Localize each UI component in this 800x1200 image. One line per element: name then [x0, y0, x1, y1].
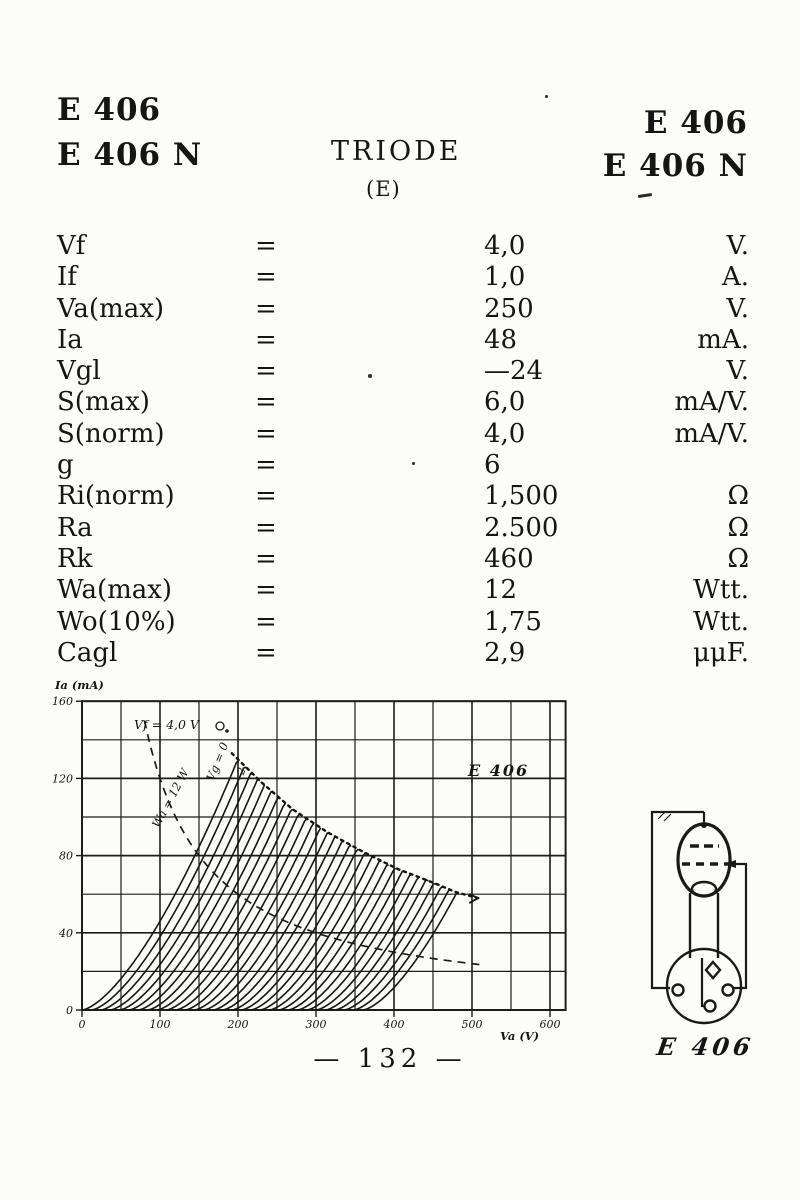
ia-va-characteristics-chart — [50, 676, 590, 1058]
scan-speckle — [412, 462, 415, 465]
filament-symbol-dot — [225, 729, 229, 733]
spec-row — [57, 419, 749, 450]
spec-value: 1,0 — [484, 262, 526, 293]
spec-value: 48 — [484, 324, 518, 355]
x-tick-label: 300 — [305, 1018, 327, 1031]
spec-value: —24 — [484, 356, 544, 387]
x-tick-label: 100 — [149, 1018, 171, 1031]
spec-unit: V. — [726, 231, 749, 261]
spec-name: Ia — [57, 324, 83, 355]
equals-sign: = — [255, 418, 277, 449]
spec-row — [57, 325, 749, 356]
spec-value: 1,500 — [484, 481, 559, 512]
spec-unit: Wtt. — [693, 606, 749, 637]
spec-row — [57, 638, 749, 669]
spec-value: 2.500 — [484, 512, 559, 543]
dissipation-label: Wa = 12 W — [149, 766, 192, 830]
spec-unit: A. — [721, 262, 749, 293]
equals-sign: = — [255, 387, 277, 418]
vg-curve-family — [82, 760, 459, 1010]
spec-unit: V. — [726, 356, 749, 387]
spec-name: Cagl — [57, 637, 118, 668]
pinout-diagram — [618, 790, 793, 1061]
spec-row — [57, 387, 749, 418]
spec-name: Ri(norm) — [57, 481, 175, 512]
spec-name: g — [57, 450, 74, 481]
equals-sign: = — [255, 606, 277, 637]
x-tick-label: 400 — [383, 1018, 405, 1031]
tube-envelope — [678, 824, 730, 896]
chart-canvas — [50, 676, 590, 1058]
spec-unit: mA. — [697, 324, 749, 355]
spec-name: Wa(max) — [57, 575, 173, 606]
spec-row — [57, 481, 749, 512]
y-axis-title: Ia (mA) — [55, 678, 104, 692]
spec-row — [57, 513, 749, 544]
scan-speckle — [545, 95, 548, 98]
equals-sign: = — [255, 512, 277, 543]
spec-value: 460 — [484, 543, 534, 574]
y-tick-label: 80 — [59, 849, 73, 863]
spec-unit: mA/V. — [674, 387, 749, 418]
spec-unit: mA/V. — [674, 418, 749, 449]
equals-sign: = — [255, 231, 277, 261]
x-axis-title: Va (V) — [500, 1029, 540, 1043]
page-title: TRIODE — [331, 136, 462, 167]
spec-table — [57, 231, 749, 669]
filament-symbol — [216, 722, 224, 730]
spec-value: 2,9 — [484, 637, 526, 668]
spec-name: Rk — [57, 543, 93, 574]
page-number: — 132 — — [313, 1044, 467, 1074]
scan-speckle — [368, 374, 372, 378]
spec-value: 4,0 — [484, 418, 526, 449]
spec-value: 6,0 — [484, 387, 526, 418]
equals-sign: = — [255, 262, 277, 293]
y-tick-label: 0 — [66, 1004, 73, 1017]
spec-unit: μμF. — [692, 637, 749, 668]
cathode-wire — [702, 958, 704, 1006]
spec-row — [57, 575, 749, 606]
spec-name: If — [57, 262, 77, 293]
spec-name: Wo(10%) — [57, 606, 176, 637]
equals-sign: = — [255, 293, 277, 324]
equals-sign: = — [255, 637, 277, 668]
x-tick-label: 500 — [461, 1018, 483, 1031]
spec-unit: V. — [726, 293, 749, 324]
vg-minus2-curve-label: -2 — [233, 765, 249, 780]
filament-voltage-label: Vf = 4,0 V — [134, 717, 199, 732]
spec-name: Va(max) — [57, 293, 164, 324]
spec-unit: Ω — [727, 512, 749, 543]
y-tick-label: 40 — [59, 926, 73, 940]
x-tick-label: 0 — [78, 1018, 86, 1031]
vg-zero-curve-label: Vg = 0 — [203, 740, 232, 783]
spec-row — [57, 607, 749, 638]
pin-diamond — [706, 962, 720, 978]
cathode-symbol — [692, 882, 716, 896]
y-tick-label: 160 — [52, 695, 73, 709]
spec-unit: Ω — [727, 481, 749, 512]
envelope-arrow — [469, 894, 478, 903]
tube-socket-drawing — [618, 790, 793, 1028]
pinout-label: E 406 — [655, 1032, 756, 1061]
spec-unit: Wtt. — [693, 575, 749, 606]
header-right — [603, 102, 748, 188]
y-tick-label: 120 — [52, 772, 73, 786]
spec-row — [57, 356, 749, 387]
left-wire — [652, 812, 704, 988]
pin-left — [673, 985, 684, 996]
spec-name: Ra — [57, 512, 93, 543]
equals-sign: = — [255, 481, 277, 512]
spec-name: S(max) — [57, 387, 150, 418]
model-name: E 406 — [57, 92, 162, 128]
model-name-variant: E 406 N — [602, 148, 748, 184]
hatch-marks — [658, 812, 671, 821]
header-left — [57, 88, 202, 178]
x-tick-label: 600 — [539, 1018, 561, 1031]
page-subtitle: (E) — [366, 177, 401, 201]
pin-right — [723, 985, 734, 996]
spec-unit: Ω — [727, 543, 749, 574]
spec-value: 6 — [484, 450, 501, 481]
equals-sign: = — [255, 543, 277, 574]
spec-row — [57, 294, 749, 325]
spec-row — [57, 262, 749, 293]
spec-value: 1,75 — [484, 606, 542, 637]
spec-row — [57, 544, 749, 575]
pin-bottom — [705, 1001, 716, 1012]
chart-tube-label: E 406 — [468, 761, 530, 780]
model-name-variant: E 406 N — [57, 137, 203, 173]
equals-sign: = — [255, 450, 277, 481]
spec-name: Vgl — [57, 356, 101, 387]
scan-speckle — [638, 193, 652, 198]
grid — [82, 701, 566, 1010]
x-tick-label: 200 — [227, 1018, 249, 1031]
spec-name: S(norm) — [57, 418, 165, 449]
spec-name: Vf — [57, 231, 86, 261]
top-cap-dot — [701, 822, 707, 828]
spec-row — [57, 231, 749, 262]
equals-sign: = — [255, 356, 277, 387]
equals-sign: = — [255, 324, 277, 355]
equals-sign: = — [255, 575, 277, 606]
model-name: E 406 — [643, 105, 748, 141]
spec-value: 4,0 — [484, 231, 526, 261]
spec-value: 12 — [484, 575, 518, 606]
spec-value: 250 — [484, 293, 534, 324]
spec-row — [57, 450, 749, 481]
